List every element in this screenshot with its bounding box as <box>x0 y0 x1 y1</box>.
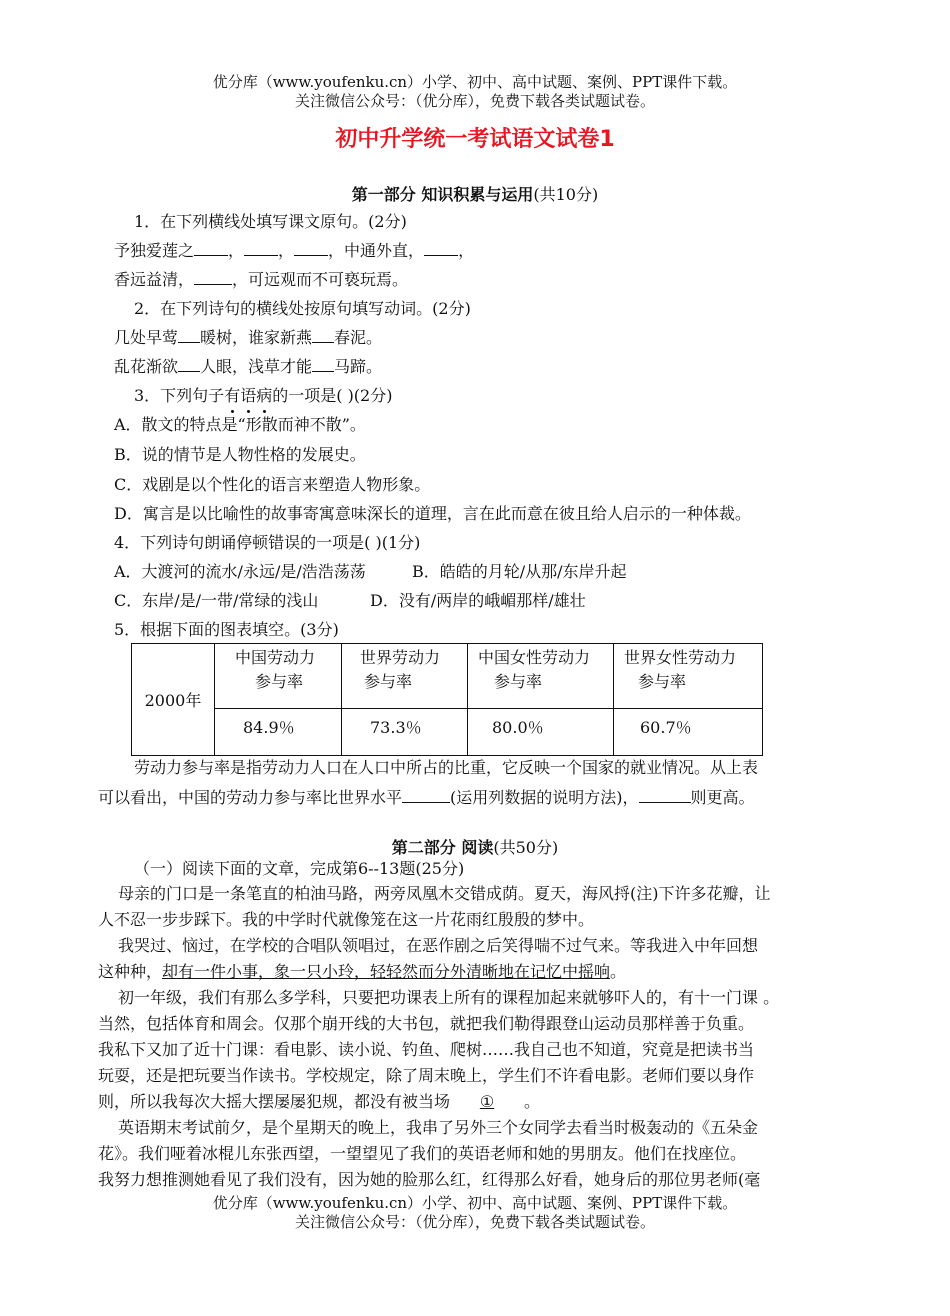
passage-line: 花》。我们哑着冰棍儿东张西望，一望望见了我们的英语老师和她的男朋友。他们在找座位。 <box>98 1144 747 1163</box>
q5-para-line2: 可以看出，中国的劳动力参与率比世界水平 (运用列数据的说明方法)， 则更高。 <box>98 788 755 807</box>
header-line-1: 优分库（www.youfenku.cn）小学、初中、高中试题、案例、PPT课件下载。 <box>212 73 738 91</box>
blank-5[interactable] <box>194 269 232 285</box>
passage-line: 玩耍，还是把玩要当作读书。学校规定，除了周末晚上，学生们不许看电影。老师们要以身作 <box>98 1066 755 1085</box>
footer-line-2: 关注微信公众号：（优分库），免费下载各类试题试卷。 <box>294 1213 655 1231</box>
passage-line: 我努力想推测她看见了我们没有，因为她的脸那么红，红得那么好看，她身后的那位男老师(毫 <box>98 1170 761 1189</box>
blank-11[interactable] <box>639 787 691 803</box>
part1-heading: 第一部分 知识积累与运用(共10分) <box>351 185 599 204</box>
underlined-sentence: 却有一件小事，象一只小玲，轻轻然而分外清晰地在记忆中摇响 <box>162 962 611 981</box>
part2-heading: 第二部分 阅读(共50分) <box>391 838 559 857</box>
table-value-cell: 84.9％ <box>215 709 342 756</box>
table-value-cell: 73.3％ <box>342 709 468 756</box>
q5-para-line1: 劳动力参与率是指劳动力人口在人口中所占的比重，它反映一个国家的就业情况。从上表 <box>134 758 759 777</box>
blank-1[interactable] <box>194 240 228 256</box>
table-header-cell: 世界女性劳动力 参与率 <box>614 644 763 709</box>
reading-intro: （一）阅读下面的文章，完成第6--13题(25分) <box>134 859 465 878</box>
q3-option-b: B．说的情节是人物性格的发展史。 <box>114 445 366 464</box>
table-year-cell: 2000年 <box>132 644 215 756</box>
footer-line-1: 优分库（www.youfenku.cn）小学、初中、高中试题、案例、PPT课件下载。 <box>212 1194 738 1212</box>
q3-option-c: C．戏剧是以个性化的语言来塑造人物形象。 <box>114 475 431 494</box>
table-header-cell: 中国劳动力 参与率 <box>215 644 342 709</box>
passage-line: 英语期末考试前夕，是个星期天的晚上，我串了另外三个女同学去看当时极轰动的《五朵金 <box>118 1118 759 1137</box>
passage-line: 则，所以我每次大摇大摆屡屡犯规，都没有被当场 ① 。 <box>98 1092 541 1111</box>
q4-option-d: D．没有/两岸的峨嵋那样/雄壮 <box>370 591 586 610</box>
q1-stem: 1．在下列横线处填写课文原句。(2分) <box>134 212 407 231</box>
table-value-cell: 80.0％ <box>468 709 614 756</box>
table-header-cell: 中国女性劳动力 参与率 <box>468 644 614 709</box>
passage-line: 人不忍一步步踩下。我的中学时代就像笼在这一片花雨红殷殷的梦中。 <box>98 910 595 929</box>
passage-line: 我哭过、恼过，在学校的合唱队领唱过，在恶作剧之后笑得喘不过气来。等我进入中年回想 <box>118 936 759 955</box>
labor-participation-table <box>131 643 763 756</box>
q4-option-a: A．大渡河的流水/永远/是/浩浩荡荡 <box>114 562 366 581</box>
q4-stem: 4．下列诗句朗诵停顿错误的一项是( )(1分) <box>114 533 421 552</box>
q2-line1: 几处早莺 暖树，谁家新燕 春泥。 <box>114 328 383 347</box>
blank-9[interactable] <box>312 356 334 372</box>
q4-option-b: B．皓皓的月轮/从那/东岸升起 <box>412 562 627 581</box>
blank-8[interactable] <box>178 356 200 372</box>
q1-line1: 予独爱莲之 ， ， ，中通外直， ， <box>114 241 475 260</box>
table-header-cell: 世界劳动力 参与率 <box>342 644 468 709</box>
blank-3[interactable] <box>294 240 328 256</box>
blank-4[interactable] <box>424 240 458 256</box>
blank-10[interactable] <box>402 787 450 803</box>
header-line-2: 关注微信公众号：（优分库），免费下载各类试题试卷。 <box>294 92 655 110</box>
blank-7[interactable] <box>312 327 334 343</box>
q3-option-a: A．散文的特点是“形散而神不散”。 <box>114 415 366 434</box>
q5-stem: 5．根据下面的图表填空。(3分) <box>114 620 339 639</box>
q2-stem: 2．在下列诗句的横线处按原句填写动词。(2分) <box>134 299 471 318</box>
blank-2[interactable] <box>244 240 278 256</box>
q3-option-d: D．寓言是以比喻性的故事寄寓意味深长的道理，言在此而意在彼且给人启示的一种体裁。 <box>114 504 751 523</box>
q3-stem: 3．下列句子有语病的一项是( )(2分) <box>134 386 393 405</box>
passage-line: 母亲的门口是一条笔直的柏油马路，两旁凤凰木交错成荫。夏天，海风捋(注)下许多花瓣，让 <box>118 884 771 903</box>
passage-line: 这种种，却有一件小事，象一只小玲，轻轻然而分外清晰地在记忆中摇响。 <box>98 962 627 981</box>
passage-line: 初一年级，我们有那么多学科，只要把功课表上所有的课程加起来就够吓人的，有十一门课 。 <box>118 988 780 1007</box>
passage-line: 我私下又加了近十门课：看电影、读小说、钓鱼、爬树……我自己也不知道，究竟是把读书当 <box>98 1040 755 1059</box>
q1-line2: 香远益清， ，可远观而不可亵玩焉。 <box>114 270 409 289</box>
q4-option-c: C．东岸/是/一带/常绿的浅山 <box>114 591 319 610</box>
table-value-cell: 60.7％ <box>614 709 763 756</box>
q2-line2: 乱花渐欲 人眼，浅草才能 马蹄。 <box>114 357 383 376</box>
passage-line: 当然，包括体育和周会。仅那个崩开线的大书包，就把我们勒得跟登山运动员那样善于负重。 <box>98 1014 755 1033</box>
blank-circled-1[interactable]: ① <box>479 1092 495 1111</box>
blank-6[interactable] <box>178 327 200 343</box>
exam-title: 初中升学统一考试语文试卷1 <box>335 127 615 152</box>
